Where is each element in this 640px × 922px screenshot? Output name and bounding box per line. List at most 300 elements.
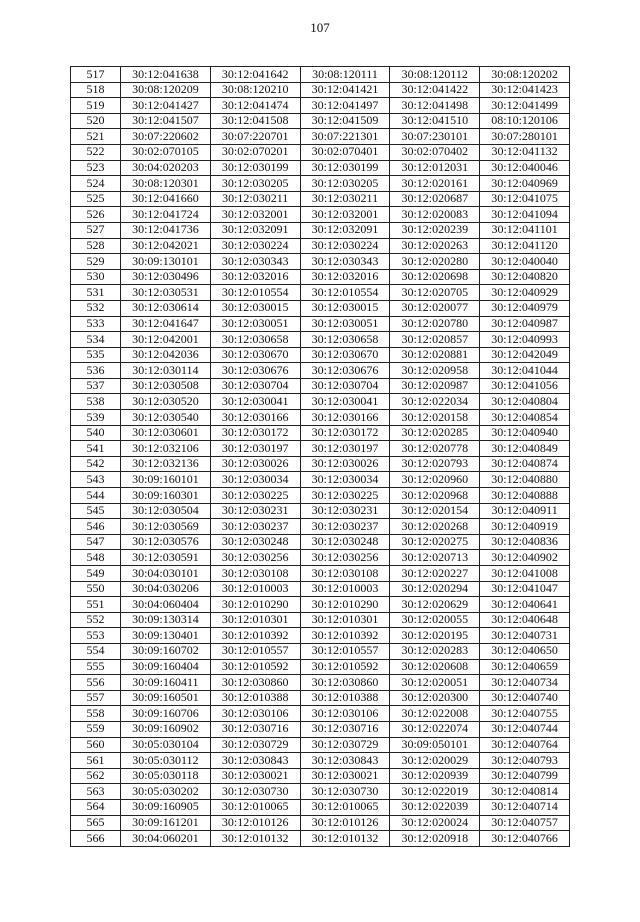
code-cell: 30:12:040902 bbox=[480, 550, 570, 566]
code-cell: 30:12:030504 bbox=[121, 503, 211, 519]
code-cell: 30:12:040814 bbox=[480, 784, 570, 800]
row-number-cell: 558 bbox=[71, 706, 121, 722]
code-cell: 30:12:020629 bbox=[390, 597, 480, 613]
code-cell: 30:05:030112 bbox=[121, 753, 211, 769]
code-cell: 30:12:030704 bbox=[210, 378, 300, 394]
code-cell: 30:12:030704 bbox=[300, 378, 390, 394]
row-number-cell: 565 bbox=[71, 815, 121, 831]
code-cell: 30:04:060201 bbox=[121, 831, 211, 847]
code-cell: 30:12:041724 bbox=[121, 207, 211, 223]
table-row bbox=[71, 316, 570, 332]
code-cell: 30:12:040040 bbox=[480, 254, 570, 270]
data-table bbox=[70, 66, 570, 847]
code-cell: 30:12:032016 bbox=[210, 269, 300, 285]
row-number-cell: 546 bbox=[71, 519, 121, 535]
code-cell: 30:12:041638 bbox=[121, 67, 211, 83]
code-cell: 30:12:041507 bbox=[121, 113, 211, 129]
code-cell: 30:12:030224 bbox=[300, 238, 390, 254]
code-cell: 30:12:010388 bbox=[300, 690, 390, 706]
code-cell: 30:12:030026 bbox=[300, 456, 390, 472]
table-row bbox=[71, 456, 570, 472]
code-cell: 30:09:160404 bbox=[121, 659, 211, 675]
row-number-cell: 538 bbox=[71, 394, 121, 410]
code-cell: 30:12:020857 bbox=[390, 332, 480, 348]
code-cell: 30:12:020083 bbox=[390, 207, 480, 223]
table-row bbox=[71, 82, 570, 98]
code-cell: 30:12:040836 bbox=[480, 534, 570, 550]
row-number-cell: 519 bbox=[71, 98, 121, 114]
code-cell: 30:12:020958 bbox=[390, 363, 480, 379]
code-cell: 30:02:070402 bbox=[390, 144, 480, 160]
code-cell: 30:12:010132 bbox=[210, 831, 300, 847]
row-number-cell: 526 bbox=[71, 207, 121, 223]
row-number-cell: 545 bbox=[71, 503, 121, 519]
code-cell: 30:12:040940 bbox=[480, 425, 570, 441]
code-cell: 30:12:010290 bbox=[300, 597, 390, 613]
code-cell: 30:08:120210 bbox=[210, 82, 300, 98]
table-row bbox=[71, 690, 570, 706]
code-cell: 30:12:040793 bbox=[480, 753, 570, 769]
row-number-cell: 518 bbox=[71, 82, 121, 98]
code-cell: 30:12:030224 bbox=[210, 238, 300, 254]
table-row bbox=[71, 566, 570, 582]
code-cell: 30:12:040880 bbox=[480, 472, 570, 488]
table-row bbox=[71, 737, 570, 753]
code-cell: 08:10:120106 bbox=[480, 113, 570, 129]
code-cell: 30:12:041423 bbox=[480, 82, 570, 98]
code-cell: 30:12:020300 bbox=[390, 690, 480, 706]
code-cell: 30:12:020960 bbox=[390, 472, 480, 488]
row-number-cell: 517 bbox=[71, 67, 121, 83]
table-row bbox=[71, 238, 570, 254]
code-cell: 30:12:041509 bbox=[300, 113, 390, 129]
table-row bbox=[71, 347, 570, 363]
code-cell: 30:12:040888 bbox=[480, 488, 570, 504]
table-row bbox=[71, 129, 570, 145]
table-row bbox=[71, 768, 570, 784]
code-cell: 30:12:022008 bbox=[390, 706, 480, 722]
code-cell: 30:09:160411 bbox=[121, 675, 211, 691]
code-cell: 30:12:030614 bbox=[121, 300, 211, 316]
code-cell: 30:12:040993 bbox=[480, 332, 570, 348]
code-cell: 30:07:230101 bbox=[390, 129, 480, 145]
table-row bbox=[71, 784, 570, 800]
code-cell: 30:09:130101 bbox=[121, 254, 211, 270]
code-cell: 30:09:130401 bbox=[121, 628, 211, 644]
code-cell: 30:12:030021 bbox=[300, 768, 390, 784]
code-cell: 30:12:030729 bbox=[210, 737, 300, 753]
table-row bbox=[71, 394, 570, 410]
table-row bbox=[71, 534, 570, 550]
row-number-cell: 533 bbox=[71, 316, 121, 332]
code-cell: 30:09:160702 bbox=[121, 643, 211, 659]
row-number-cell: 548 bbox=[71, 550, 121, 566]
code-cell: 30:08:120301 bbox=[121, 176, 211, 192]
table-row bbox=[71, 269, 570, 285]
row-number-cell: 547 bbox=[71, 534, 121, 550]
code-cell: 30:12:040854 bbox=[480, 410, 570, 426]
table-row bbox=[71, 706, 570, 722]
code-cell: 30:12:042021 bbox=[121, 238, 211, 254]
code-cell: 30:12:030166 bbox=[300, 410, 390, 426]
row-number-cell: 551 bbox=[71, 597, 121, 613]
code-cell: 30:12:030569 bbox=[121, 519, 211, 535]
code-cell: 30:12:030256 bbox=[210, 550, 300, 566]
code-cell: 30:12:020227 bbox=[390, 566, 480, 582]
code-cell: 30:12:010065 bbox=[300, 799, 390, 815]
row-number-cell: 557 bbox=[71, 690, 121, 706]
code-cell: 30:12:030041 bbox=[300, 394, 390, 410]
code-cell: 30:12:020968 bbox=[390, 488, 480, 504]
code-cell: 30:12:030199 bbox=[210, 160, 300, 176]
code-cell: 30:12:010554 bbox=[210, 285, 300, 301]
table-row bbox=[71, 799, 570, 815]
code-cell: 30:12:030231 bbox=[300, 503, 390, 519]
code-cell: 30:12:041132 bbox=[480, 144, 570, 160]
code-cell: 30:12:041044 bbox=[480, 363, 570, 379]
code-cell: 30:02:070105 bbox=[121, 144, 211, 160]
code-cell: 30:12:030108 bbox=[300, 566, 390, 582]
code-cell: 30:12:030343 bbox=[300, 254, 390, 270]
row-number-cell: 537 bbox=[71, 378, 121, 394]
table-row bbox=[71, 425, 570, 441]
code-cell: 30:09:160905 bbox=[121, 799, 211, 815]
code-cell: 30:12:020713 bbox=[390, 550, 480, 566]
row-number-cell: 529 bbox=[71, 254, 121, 270]
code-cell: 30:12:022074 bbox=[390, 721, 480, 737]
code-cell: 30:12:030106 bbox=[300, 706, 390, 722]
code-cell: 30:12:040849 bbox=[480, 441, 570, 457]
code-cell: 30:12:020051 bbox=[390, 675, 480, 691]
code-cell: 30:12:030237 bbox=[210, 519, 300, 535]
table-row bbox=[71, 643, 570, 659]
code-cell: 30:12:020881 bbox=[390, 347, 480, 363]
row-number-cell: 562 bbox=[71, 768, 121, 784]
code-cell: 30:12:030670 bbox=[210, 347, 300, 363]
code-cell: 30:12:020239 bbox=[390, 222, 480, 238]
row-number-cell: 521 bbox=[71, 129, 121, 145]
code-cell: 30:12:010003 bbox=[210, 581, 300, 597]
code-cell: 30:12:010392 bbox=[300, 628, 390, 644]
code-cell: 30:12:030106 bbox=[210, 706, 300, 722]
row-number-cell: 552 bbox=[71, 612, 121, 628]
code-cell: 30:12:030520 bbox=[121, 394, 211, 410]
code-cell: 30:12:030843 bbox=[300, 753, 390, 769]
code-cell: 30:12:041094 bbox=[480, 207, 570, 223]
code-cell: 30:12:040757 bbox=[480, 815, 570, 831]
code-cell: 30:12:040799 bbox=[480, 768, 570, 784]
row-number-cell: 549 bbox=[71, 566, 121, 582]
code-cell: 30:12:040650 bbox=[480, 643, 570, 659]
code-cell: 30:12:032091 bbox=[210, 222, 300, 238]
row-number-cell: 534 bbox=[71, 332, 121, 348]
row-number-cell: 522 bbox=[71, 144, 121, 160]
code-cell: 30:12:020158 bbox=[390, 410, 480, 426]
code-cell: 30:12:040874 bbox=[480, 456, 570, 472]
code-cell: 30:12:030205 bbox=[300, 176, 390, 192]
table-row bbox=[71, 191, 570, 207]
table-row bbox=[71, 503, 570, 519]
code-cell: 30:12:030730 bbox=[210, 784, 300, 800]
table-row bbox=[71, 113, 570, 129]
code-cell: 30:05:030118 bbox=[121, 768, 211, 784]
code-cell: 30:09:160101 bbox=[121, 472, 211, 488]
code-cell: 30:12:020285 bbox=[390, 425, 480, 441]
row-number-cell: 560 bbox=[71, 737, 121, 753]
code-cell: 30:02:070401 bbox=[300, 144, 390, 160]
table-row bbox=[71, 160, 570, 176]
code-cell: 30:12:040740 bbox=[480, 690, 570, 706]
code-cell: 30:12:032001 bbox=[210, 207, 300, 223]
table-row bbox=[71, 628, 570, 644]
code-cell: 30:12:041101 bbox=[480, 222, 570, 238]
code-cell: 30:09:130314 bbox=[121, 612, 211, 628]
table-row bbox=[71, 222, 570, 238]
code-cell: 30:12:030172 bbox=[210, 425, 300, 441]
table-row bbox=[71, 67, 570, 83]
code-cell: 30:12:041056 bbox=[480, 378, 570, 394]
code-cell: 30:12:010301 bbox=[300, 612, 390, 628]
row-number-cell: 566 bbox=[71, 831, 121, 847]
code-cell: 30:08:120112 bbox=[390, 67, 480, 83]
row-number-cell: 563 bbox=[71, 784, 121, 800]
code-cell: 30:12:020263 bbox=[390, 238, 480, 254]
code-cell: 30:12:020024 bbox=[390, 815, 480, 831]
code-cell: 30:12:010301 bbox=[210, 612, 300, 628]
code-cell: 30:12:040731 bbox=[480, 628, 570, 644]
code-cell: 30:12:030248 bbox=[300, 534, 390, 550]
code-cell: 30:12:040979 bbox=[480, 300, 570, 316]
code-cell: 30:12:020987 bbox=[390, 378, 480, 394]
code-cell: 30:09:160706 bbox=[121, 706, 211, 722]
code-cell: 30:12:030205 bbox=[210, 176, 300, 192]
code-cell: 30:12:010392 bbox=[210, 628, 300, 644]
table-row bbox=[71, 675, 570, 691]
code-cell: 30:12:041120 bbox=[480, 238, 570, 254]
code-cell: 30:05:030104 bbox=[121, 737, 211, 753]
code-cell: 30:12:030591 bbox=[121, 550, 211, 566]
code-cell: 30:07:220701 bbox=[210, 129, 300, 145]
code-cell: 30:12:030034 bbox=[210, 472, 300, 488]
code-cell: 30:12:030034 bbox=[300, 472, 390, 488]
table-row bbox=[71, 612, 570, 628]
code-cell: 30:12:040734 bbox=[480, 675, 570, 691]
row-number-cell: 554 bbox=[71, 643, 121, 659]
code-cell: 30:12:022019 bbox=[390, 784, 480, 800]
table-row bbox=[71, 98, 570, 114]
code-cell: 30:12:030601 bbox=[121, 425, 211, 441]
code-cell: 30:09:050101 bbox=[390, 737, 480, 753]
code-cell: 30:12:041422 bbox=[390, 82, 480, 98]
code-cell: 30:12:041736 bbox=[121, 222, 211, 238]
code-cell: 30:12:040987 bbox=[480, 316, 570, 332]
code-cell: 30:12:030197 bbox=[300, 441, 390, 457]
code-cell: 30:09:161201 bbox=[121, 815, 211, 831]
row-number-cell: 524 bbox=[71, 176, 121, 192]
code-cell: 30:02:070201 bbox=[210, 144, 300, 160]
code-cell: 30:12:020055 bbox=[390, 612, 480, 628]
code-cell: 30:12:030540 bbox=[121, 410, 211, 426]
code-cell: 30:12:030211 bbox=[210, 191, 300, 207]
code-cell: 30:12:041510 bbox=[390, 113, 480, 129]
code-cell: 30:12:040744 bbox=[480, 721, 570, 737]
row-number-cell: 532 bbox=[71, 300, 121, 316]
row-number-cell: 525 bbox=[71, 191, 121, 207]
row-number-cell: 530 bbox=[71, 269, 121, 285]
code-cell: 30:12:041008 bbox=[480, 566, 570, 582]
code-cell: 30:12:040714 bbox=[480, 799, 570, 815]
row-number-cell: 523 bbox=[71, 160, 121, 176]
code-cell: 30:12:020793 bbox=[390, 456, 480, 472]
row-number-cell: 564 bbox=[71, 799, 121, 815]
table-body bbox=[71, 67, 570, 847]
code-cell: 30:12:020161 bbox=[390, 176, 480, 192]
code-cell: 30:08:120111 bbox=[300, 67, 390, 83]
code-cell: 30:12:030237 bbox=[300, 519, 390, 535]
table-row bbox=[71, 815, 570, 831]
table-row bbox=[71, 176, 570, 192]
table-row bbox=[71, 519, 570, 535]
code-cell: 30:12:030860 bbox=[210, 675, 300, 691]
row-number-cell: 539 bbox=[71, 410, 121, 426]
code-cell: 30:12:041497 bbox=[300, 98, 390, 114]
row-number-cell: 550 bbox=[71, 581, 121, 597]
row-number-cell: 536 bbox=[71, 363, 121, 379]
code-cell: 30:12:030114 bbox=[121, 363, 211, 379]
row-number-cell: 556 bbox=[71, 675, 121, 691]
code-cell: 30:12:040929 bbox=[480, 285, 570, 301]
code-cell: 30:12:030343 bbox=[210, 254, 300, 270]
code-cell: 30:12:030716 bbox=[210, 721, 300, 737]
code-cell: 30:12:041647 bbox=[121, 316, 211, 332]
row-number-cell: 528 bbox=[71, 238, 121, 254]
code-cell: 30:12:030730 bbox=[300, 784, 390, 800]
code-cell: 30:12:032016 bbox=[300, 269, 390, 285]
row-number-cell: 531 bbox=[71, 285, 121, 301]
code-cell: 30:12:010557 bbox=[300, 643, 390, 659]
code-cell: 30:12:030256 bbox=[300, 550, 390, 566]
code-cell: 30:12:040764 bbox=[480, 737, 570, 753]
code-cell: 30:12:030199 bbox=[300, 160, 390, 176]
code-cell: 30:12:020283 bbox=[390, 643, 480, 659]
code-cell: 30:12:041642 bbox=[210, 67, 300, 83]
code-cell: 30:12:041474 bbox=[210, 98, 300, 114]
code-cell: 30:08:120202 bbox=[480, 67, 570, 83]
code-cell: 30:12:030508 bbox=[121, 378, 211, 394]
code-cell: 30:12:030015 bbox=[300, 300, 390, 316]
code-cell: 30:12:030576 bbox=[121, 534, 211, 550]
code-cell: 30:12:041427 bbox=[121, 98, 211, 114]
table-row bbox=[71, 144, 570, 160]
code-cell: 30:12:010065 bbox=[210, 799, 300, 815]
code-cell: 30:12:030166 bbox=[210, 410, 300, 426]
code-cell: 30:12:020939 bbox=[390, 768, 480, 784]
table-row bbox=[71, 721, 570, 737]
code-cell: 30:12:010554 bbox=[300, 285, 390, 301]
code-cell: 30:07:280101 bbox=[480, 129, 570, 145]
table-row bbox=[71, 659, 570, 675]
row-number-cell: 520 bbox=[71, 113, 121, 129]
code-cell: 30:12:030843 bbox=[210, 753, 300, 769]
code-cell: 30:12:010126 bbox=[210, 815, 300, 831]
row-number-cell: 561 bbox=[71, 753, 121, 769]
code-cell: 30:08:120209 bbox=[121, 82, 211, 98]
code-cell: 30:12:020029 bbox=[390, 753, 480, 769]
code-cell: 30:12:030658 bbox=[210, 332, 300, 348]
code-cell: 30:12:032001 bbox=[300, 207, 390, 223]
code-cell: 30:12:022034 bbox=[390, 394, 480, 410]
code-cell: 30:12:032091 bbox=[300, 222, 390, 238]
code-cell: 30:12:010290 bbox=[210, 597, 300, 613]
code-cell: 30:12:030197 bbox=[210, 441, 300, 457]
row-number-cell: 541 bbox=[71, 441, 121, 457]
code-cell: 30:12:020780 bbox=[390, 316, 480, 332]
code-cell: 30:12:030496 bbox=[121, 269, 211, 285]
code-cell: 30:07:221301 bbox=[300, 129, 390, 145]
code-cell: 30:12:030041 bbox=[210, 394, 300, 410]
row-number-cell: 555 bbox=[71, 659, 121, 675]
code-cell: 30:12:030860 bbox=[300, 675, 390, 691]
code-cell: 30:12:030231 bbox=[210, 503, 300, 519]
code-cell: 30:12:020275 bbox=[390, 534, 480, 550]
code-cell: 30:12:020705 bbox=[390, 285, 480, 301]
code-cell: 30:12:030670 bbox=[300, 347, 390, 363]
code-cell: 30:12:020077 bbox=[390, 300, 480, 316]
code-cell: 30:12:040804 bbox=[480, 394, 570, 410]
table-row bbox=[71, 597, 570, 613]
code-cell: 30:12:042049 bbox=[480, 347, 570, 363]
code-cell: 30:12:020195 bbox=[390, 628, 480, 644]
code-cell: 30:12:040755 bbox=[480, 706, 570, 722]
code-cell: 30:12:040046 bbox=[480, 160, 570, 176]
code-cell: 30:12:030051 bbox=[210, 316, 300, 332]
code-cell: 30:09:160301 bbox=[121, 488, 211, 504]
code-cell: 30:12:030248 bbox=[210, 534, 300, 550]
table-row bbox=[71, 207, 570, 223]
code-cell: 30:12:041075 bbox=[480, 191, 570, 207]
row-number-cell: 543 bbox=[71, 472, 121, 488]
code-cell: 30:09:160501 bbox=[121, 690, 211, 706]
code-cell: 30:12:030211 bbox=[300, 191, 390, 207]
code-cell: 30:12:020154 bbox=[390, 503, 480, 519]
code-cell: 30:12:010592 bbox=[300, 659, 390, 675]
code-cell: 30:12:010388 bbox=[210, 690, 300, 706]
code-cell: 30:04:060404 bbox=[121, 597, 211, 613]
table-row bbox=[71, 410, 570, 426]
code-cell: 30:12:020918 bbox=[390, 831, 480, 847]
code-cell: 30:04:020203 bbox=[121, 160, 211, 176]
code-cell: 30:12:010592 bbox=[210, 659, 300, 675]
row-number-cell: 527 bbox=[71, 222, 121, 238]
table-row bbox=[71, 332, 570, 348]
code-cell: 30:07:220602 bbox=[121, 129, 211, 145]
code-cell: 30:12:041660 bbox=[121, 191, 211, 207]
row-number-cell: 553 bbox=[71, 628, 121, 644]
code-cell: 30:12:040659 bbox=[480, 659, 570, 675]
table-row bbox=[71, 831, 570, 847]
code-cell: 30:12:030021 bbox=[210, 768, 300, 784]
code-cell: 30:12:030225 bbox=[210, 488, 300, 504]
table-row bbox=[71, 254, 570, 270]
page-number: 107 bbox=[310, 20, 330, 35]
code-cell: 30:12:040641 bbox=[480, 597, 570, 613]
code-cell: 30:12:020268 bbox=[390, 519, 480, 535]
code-cell: 30:12:030015 bbox=[210, 300, 300, 316]
code-cell: 30:12:030531 bbox=[121, 285, 211, 301]
code-cell: 30:12:020698 bbox=[390, 269, 480, 285]
code-cell: 30:04:030101 bbox=[121, 566, 211, 582]
table-row bbox=[71, 472, 570, 488]
